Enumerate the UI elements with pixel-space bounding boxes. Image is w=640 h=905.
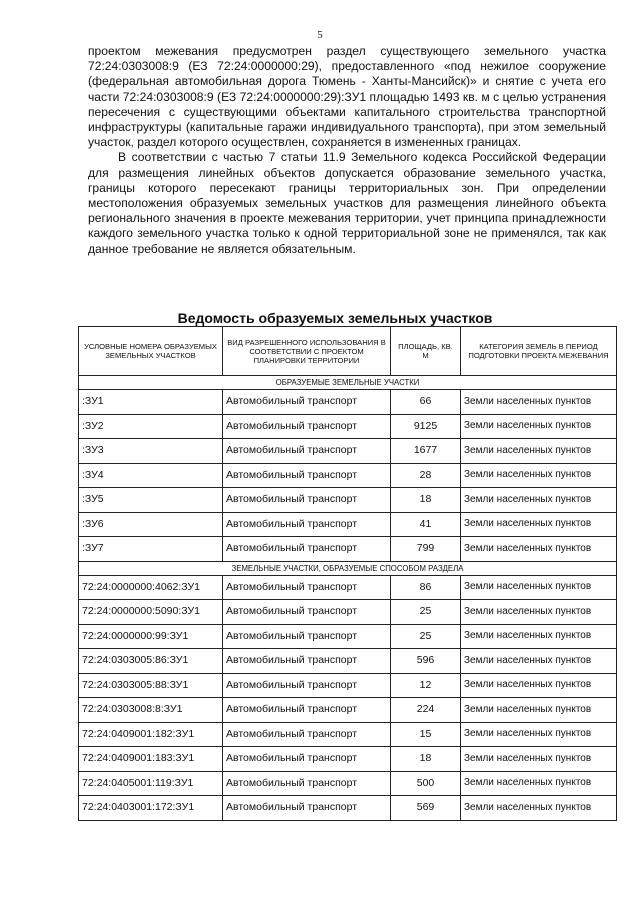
cell-land-category: Земли населенных пунктов	[461, 575, 617, 600]
cell-permitted-use: Автомобильный транспорт	[223, 624, 391, 649]
section-title: ОБРАЗУЕМЫЕ ЗЕМЕЛЬНЫЕ УЧАСТКИ	[79, 376, 617, 390]
cell-permitted-use: Автомобильный транспорт	[223, 488, 391, 513]
cell-land-category: Земли населенных пунктов	[461, 624, 617, 649]
cell-area: 41	[391, 512, 461, 537]
table-title: Ведомость образуемых земельных участков	[177, 310, 493, 326]
cell-plot-id: 72:24:0409001:183:ЗУ1	[79, 747, 223, 772]
table-header-row	[79, 327, 617, 376]
cell-plot-id: 72:24:0303005:88:ЗУ1	[79, 673, 223, 698]
table-row	[79, 512, 617, 537]
cell-plot-id: 72:24:0303008:8:ЗУ1	[79, 698, 223, 723]
cell-permitted-use: Автомобильный транспорт	[223, 747, 391, 772]
table-row	[79, 537, 617, 562]
cell-plot-id: 72:24:0000000:5090:ЗУ1	[79, 600, 223, 625]
table-row	[79, 698, 617, 723]
cell-area: 66	[391, 390, 461, 415]
body-text	[88, 44, 606, 257]
table-row	[79, 390, 617, 415]
table-body	[79, 376, 617, 821]
table-row	[79, 624, 617, 649]
cell-permitted-use: Автомобильный транспорт	[223, 512, 391, 537]
cell-land-category: Земли населенных пунктов	[461, 488, 617, 513]
table-row	[79, 488, 617, 513]
cell-plot-id: 72:24:0303005:86:ЗУ1	[79, 649, 223, 674]
cell-land-category: Земли населенных пунктов	[461, 439, 617, 464]
cell-plot-id: :ЗУ5	[79, 488, 223, 513]
cell-plot-id: 72:24:0000000:99:ЗУ1	[79, 624, 223, 649]
section-row	[79, 376, 617, 390]
header-plot-id: УСЛОВНЫЕ НОМЕРА ОБРАЗУЕМЫХ ЗЕМЕЛЬНЫХ УЧАСТКОВ	[79, 327, 223, 376]
cell-land-category: Земли населенных пунктов	[461, 747, 617, 772]
cell-land-category: Земли населенных пунктов	[461, 698, 617, 723]
cell-area: 18	[391, 747, 461, 772]
cell-plot-id: :ЗУ1	[79, 390, 223, 415]
cell-plot-id: :ЗУ7	[79, 537, 223, 562]
cell-plot-id: :ЗУ4	[79, 463, 223, 488]
cell-permitted-use: Автомобильный транспорт	[223, 722, 391, 747]
cell-area: 9125	[391, 414, 461, 439]
cell-permitted-use: Автомобильный транспорт	[223, 575, 391, 600]
cell-plot-id: 72:24:0405001:119:ЗУ1	[79, 771, 223, 796]
table-row	[79, 414, 617, 439]
cell-area: 569	[391, 796, 461, 821]
cell-land-category: Земли населенных пунктов	[461, 771, 617, 796]
cell-plot-id: 72:24:0403001:172:ЗУ1	[79, 796, 223, 821]
page-number: 5	[317, 29, 323, 41]
cell-plot-id: :ЗУ6	[79, 512, 223, 537]
cell-permitted-use: Автомобильный транспорт	[223, 771, 391, 796]
cell-land-category: Земли населенных пунктов	[461, 390, 617, 415]
table-row	[79, 771, 617, 796]
header-area: ПЛОЩАДЬ, КВ. М	[391, 327, 461, 376]
table-row	[79, 649, 617, 674]
cell-area: 15	[391, 722, 461, 747]
cell-plot-id: 72:24:0000000:4062:ЗУ1	[79, 575, 223, 600]
cell-plot-id: 72:24:0409001:182:ЗУ1	[79, 722, 223, 747]
cell-permitted-use: Автомобильный транспорт	[223, 414, 391, 439]
paragraph: В соответствии с частью 7 статьи 11.9 Земельного кодекса Российской Федерации для размещения линейных объектов допускается образование земельного участка, границы которого пересекают границы территориальных зон. При определении местоположения образуемых земельных участков для размещения линейного объекта регионального значения в проекте межевания территории, учет принципа принадлежности каждого земельного участка только к одной территориальной зоне не применялся, так как данное требование не является обязательным.	[88, 150, 606, 256]
cell-land-category: Земли населенных пунктов	[461, 722, 617, 747]
cell-plot-id: :ЗУ3	[79, 439, 223, 464]
cell-plot-id: :ЗУ2	[79, 414, 223, 439]
table-row	[79, 747, 617, 772]
cell-land-category: Земли населенных пунктов	[461, 673, 617, 698]
cell-area: 28	[391, 463, 461, 488]
cell-area: 25	[391, 600, 461, 625]
table-row	[79, 796, 617, 821]
section-title: ЗЕМЕЛЬНЫЕ УЧАСТКИ, ОБРАЗУЕМЫЕ СПОСОБОМ РАЗДЕЛА	[79, 561, 617, 575]
table-row	[79, 463, 617, 488]
cell-permitted-use: Автомобильный транспорт	[223, 698, 391, 723]
cell-permitted-use: Автомобильный транспорт	[223, 673, 391, 698]
section-row	[79, 561, 617, 575]
cell-area: 799	[391, 537, 461, 562]
table-row	[79, 575, 617, 600]
header-land-category: КАТЕГОРИЯ ЗЕМЕЛЬ В ПЕРИОД ПОДГОТОВКИ ПРОЕКТА МЕЖЕВАНИЯ	[461, 327, 617, 376]
cell-permitted-use: Автомобильный транспорт	[223, 796, 391, 821]
paragraph: проектом межевания предусмотрен раздел существующего земельного участка 72:24:0303008:9 (ЕЗ 72:24:0000000:29), предоставленного «под нежилое сооружение (федеральная автомобильная дорога Тюмень - Ханты-Мансийск)» и снятие с учета его части 72:24:0303008:9 (ЕЗ 72:24:0000000:29):ЗУ1 площадью 1493 кв. м с целью устранения пересечения с существующими объектами капитального строительства транспортной инфраструктуры (капитальные гаражи индивидуального транспорта), при этом земельный участок, раздел которого осуществлен, сохраняется в измененных границах.	[88, 44, 606, 150]
cell-area: 12	[391, 673, 461, 698]
cell-land-category: Земли населенных пунктов	[461, 796, 617, 821]
land-plots-table	[78, 326, 617, 821]
cell-permitted-use: Автомобильный транспорт	[223, 439, 391, 464]
table-row	[79, 673, 617, 698]
cell-area: 1677	[391, 439, 461, 464]
cell-permitted-use: Автомобильный транспорт	[223, 649, 391, 674]
cell-land-category: Земли населенных пунктов	[461, 537, 617, 562]
cell-land-category: Земли населенных пунктов	[461, 600, 617, 625]
cell-permitted-use: Автомобильный транспорт	[223, 600, 391, 625]
table-row	[79, 600, 617, 625]
cell-area: 18	[391, 488, 461, 513]
header-permitted-use: ВИД РАЗРЕШЕННОГО ИСПОЛЬЗОВАНИЯ В СООТВЕТСТВИИ С ПРОЕКТОМ ПЛАНИРОВКИ ТЕРРИТОРИИ	[223, 327, 391, 376]
cell-land-category: Земли населенных пунктов	[461, 463, 617, 488]
cell-permitted-use: Автомобильный транспорт	[223, 390, 391, 415]
cell-land-category: Земли населенных пунктов	[461, 512, 617, 537]
cell-area: 500	[391, 771, 461, 796]
table-row	[79, 439, 617, 464]
cell-area: 596	[391, 649, 461, 674]
cell-area: 86	[391, 575, 461, 600]
cell-permitted-use: Автомобильный транспорт	[223, 463, 391, 488]
cell-land-category: Земли населенных пунктов	[461, 414, 617, 439]
cell-permitted-use: Автомобильный транспорт	[223, 537, 391, 562]
table-row	[79, 722, 617, 747]
cell-area: 224	[391, 698, 461, 723]
cell-area: 25	[391, 624, 461, 649]
cell-land-category: Земли населенных пунктов	[461, 649, 617, 674]
